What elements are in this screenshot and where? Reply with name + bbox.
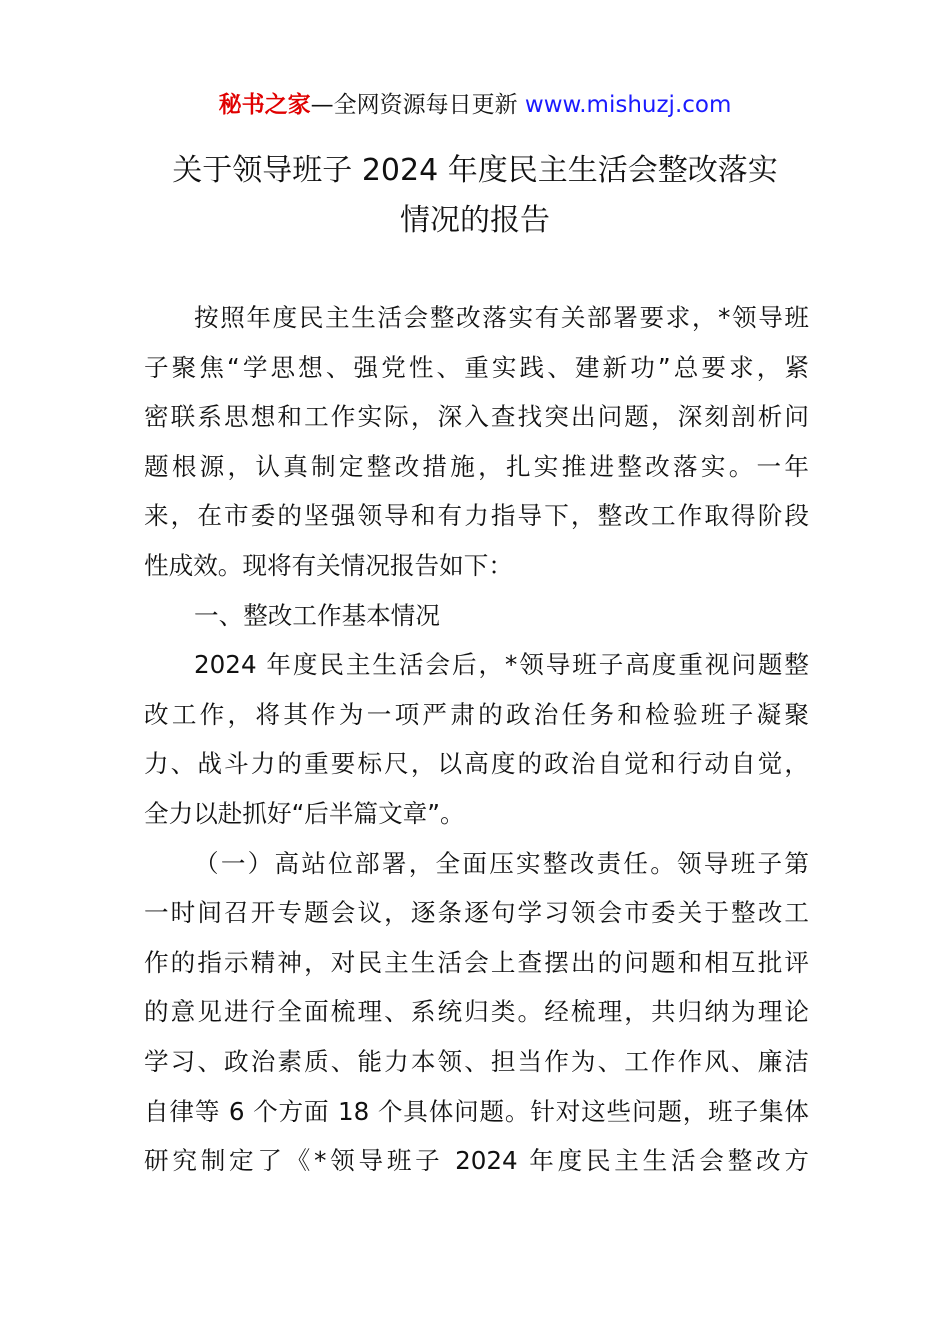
body-line: 子聚焦“学思想、强党性、重实践、建新功”总要求，紧 [144, 352, 809, 382]
body-line: 2024 年度民主生活会后，*领导班子高度重视问题整 [194, 650, 809, 680]
body-line: 自律等 6 个方面 18 个具体问题。针对这些问题，班子集体 [144, 1096, 809, 1126]
body-line: 的意见进行全面梳理、系统归类。经梳理，共归纳为理论 [144, 997, 809, 1027]
section-heading: 一、整改工作基本情况 [194, 600, 440, 630]
body-line: 题根源，认真制定整改措施，扎实推进整改落实。一年 [144, 451, 809, 481]
body-line: 改工作，将其作为一项严肃的政治任务和检验班子凝聚 [144, 699, 809, 729]
body-line: 来，在市委的坚强领导和有力指导下，整改工作取得阶段 [144, 501, 809, 531]
header-tagline: —全网资源每日更新 [310, 92, 525, 118]
body-line: 全力以赴抓好“后半篇文章”。 [144, 798, 465, 828]
body-line: 密联系思想和工作实际，深入查找突出问题，深刻剖析问 [144, 402, 809, 432]
body-line: 学习、政治素质、能力本领、担当作为、工作作风、廉洁 [144, 1046, 809, 1076]
report-body [144, 293, 809, 1186]
body-line: 研究制定了《*领导班子 2024 年度民主生活会整改方 [144, 1146, 809, 1176]
body-line: （一）高站位部署，全面压实整改责任。领导班子第 [194, 848, 809, 878]
body-line: 按照年度民主生活会整改落实有关部署要求，*领导班 [194, 303, 809, 332]
title-line-2: 情况的报告 [400, 203, 550, 238]
report-title [120, 146, 830, 246]
body-line: 作的指示精神，对民主生活会上查摆出的问题和相互批评 [144, 947, 809, 977]
site-url-link[interactable]: www.mishuzj.com [524, 92, 732, 118]
body-line: 一时间召开专题会议，逐条逐句学习领会市委关于整改工 [144, 898, 809, 928]
site-header [0, 88, 950, 122]
body-line: 性成效。现将有关情况报告如下： [144, 550, 513, 580]
brand-name: 秘书之家 [218, 92, 311, 118]
title-line-1: 关于领导班子 2024 年度民主生活会整改落实 [172, 153, 778, 188]
body-line: 力、战斗力的重要标尺，以高度的政治自觉和行动自觉， [144, 749, 809, 779]
